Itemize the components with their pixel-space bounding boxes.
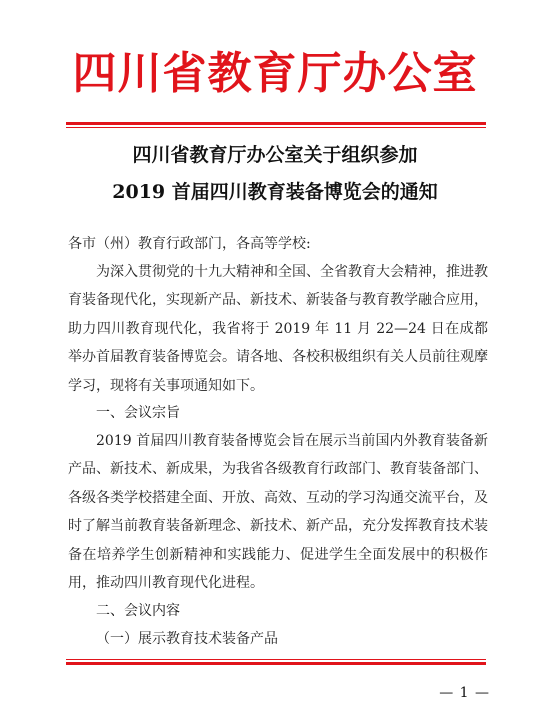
section-heading-aim: 一、会议宗旨 — [96, 405, 180, 421]
masthead-rule-thick — [66, 122, 486, 125]
intro-paragraph: 为深入贯彻党的十九大精神和全国、全省教育大会精神，推进教育装备现代化，实现新产品、新技术、新装备与教育教学融合应用，助力四川教育现代化，我省将于 2019 年 11 月 22—24 日在成都举办首届教育装备博览会。请各地、各校积极组织有关人员前往观摩学习，现将有关事项通知如下。 — [68, 264, 488, 394]
footer-rule-thin — [66, 659, 486, 660]
document-title-line-1: 四川省教育厅办公室关于组织参加 — [132, 144, 418, 166]
page-number: — 1 — — [439, 685, 490, 701]
aim-paragraph: 2019 首届四川教育装备博览会旨在展示当前国内外教育装备新产品、新技术、新成果，为我省各级教育行政部门、教育装备部门、各级各类学校搭建全面、开放、高效、互动的学习沟通交流平台，及时了解当前教育装备新理念、新技术、新产品，充分发挥教育技术装备在培养学生创新精神和实践能力、促进学生全面发展中的积极作用，推动四川教育现代化进程。 — [68, 433, 488, 592]
subsection-exhibit: （一）展示教育技术装备产品 — [96, 631, 278, 647]
masthead-title: 四川省教育厅办公室 — [72, 48, 478, 99]
salutation: 各市（州）教育行政部门，各高等学校: — [68, 236, 311, 252]
section-heading-content: 二、会议内容 — [96, 603, 180, 619]
footer-rule-thick — [66, 662, 486, 665]
masthead-rule-thin — [66, 127, 486, 128]
document-title-line-2: 2019 首届四川教育装备博览会的通知 — [112, 181, 438, 203]
